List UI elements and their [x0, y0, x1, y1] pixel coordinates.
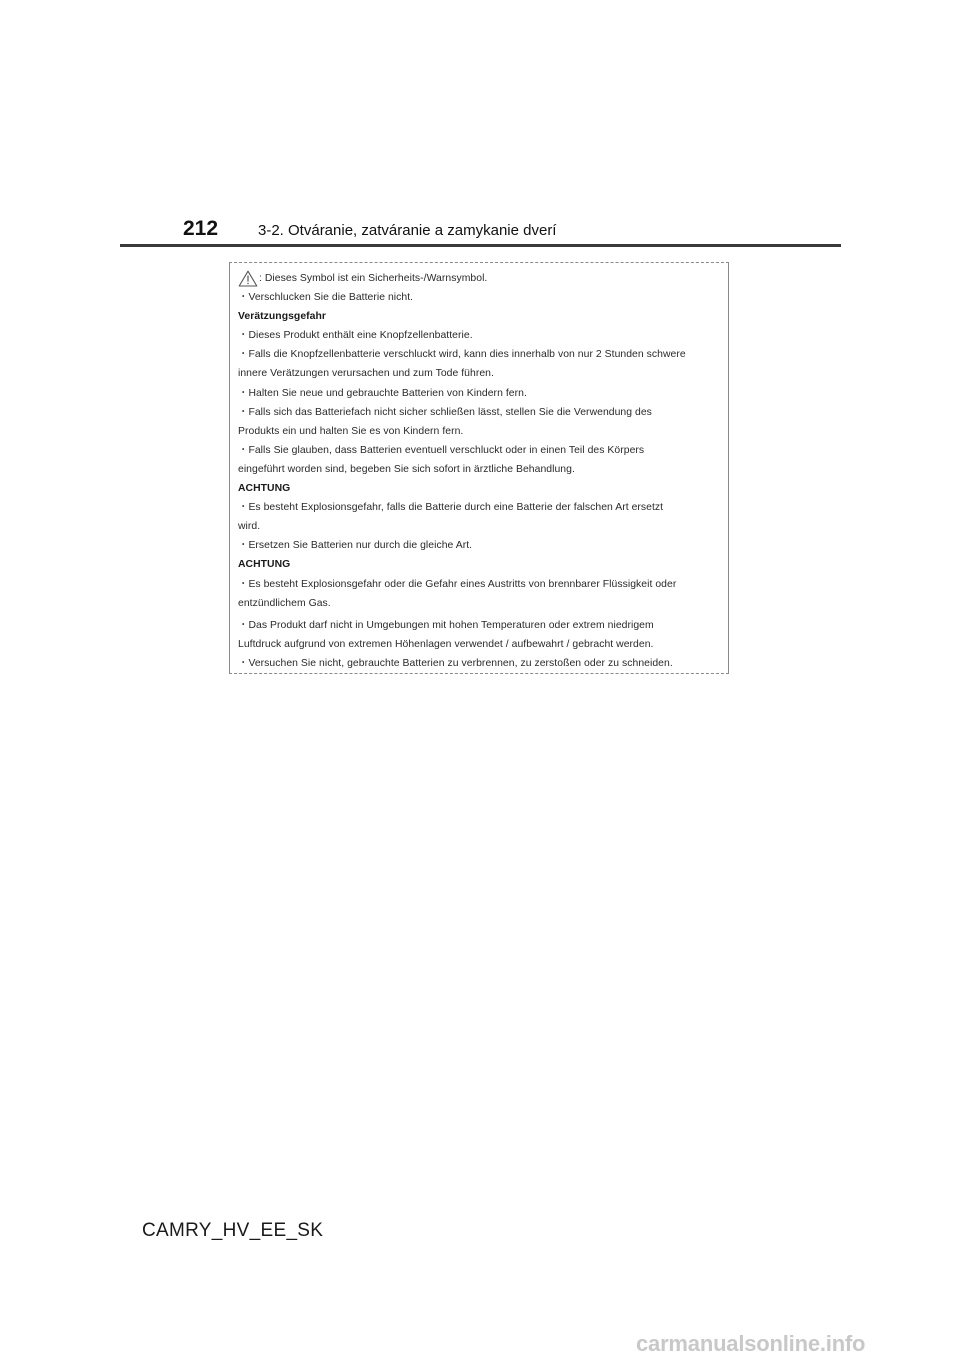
notice-text-line: innere Verätzungen verursachen und zum Tode führen. — [238, 368, 494, 380]
watermark: carmanualsonline.info — [636, 1331, 866, 1356]
notice-text-line: entzündlichem Gas. — [238, 597, 331, 609]
notice-text-line: ・Versuchen Sie nicht, gebrauchte Batterien zu verbrennen, zu zerstoßen oder zu schneiden. — [238, 657, 673, 669]
notice-text-line: ・Das Produkt darf nicht in Umgebungen mit hohen Temperaturen oder extrem niedrigem — [238, 619, 654, 631]
notice-text-line: Luftdruck aufgrund von extremen Höhenlagen verwendet / aufbewahrt / gebracht werden. — [238, 638, 654, 650]
notice-text-line: ・Ersetzen Sie Batterien nur durch die gleiche Art. — [238, 540, 473, 552]
notice-text-line: ・Falls Sie glauben, dass Batterien eventuell verschluckt oder in einen Teil des Körpers — [238, 444, 645, 456]
warning-symbol-text: : Dieses Symbol ist ein Sicherheits-/Warnsymbol. — [259, 273, 488, 284]
warning-triangle-icon — [238, 270, 258, 287]
notice-lines — [238, 288, 728, 673]
notice-heading: Verätzungsgefahr — [238, 311, 326, 323]
notice-text-line: ・Dieses Produkt enthält eine Knopfzellenbatterie. — [238, 330, 473, 342]
notice-text-line: ・Falls sich das Batteriefach nicht sicher schließen lässt, stellen Sie die Verwendung des — [238, 406, 652, 418]
notice-text-line: wird. — [238, 521, 261, 533]
notice-heading: ACHTUNG — [238, 483, 291, 495]
notice-text-line: ・Halten Sie neue und gebrauchte Batterien von Kindern fern. — [238, 387, 527, 399]
notice-text-line: ・Es besteht Explosionsgefahr, falls die Batterie durch eine Batterie der falschen Art ersetzt — [238, 502, 664, 514]
page-number: 212 — [183, 217, 219, 240]
notice-text-line: Produkts ein und halten Sie es von Kindern fern. — [238, 425, 464, 437]
notice-text-line: ・Verschlucken Sie die Batterie nicht. — [238, 292, 414, 304]
battery-warning-notice — [229, 262, 729, 674]
section-title: 3-2. Otváranie, zatváranie a zamykanie dverí — [258, 222, 557, 239]
notice-heading: ACHTUNG — [238, 559, 291, 571]
notice-text-line: ・Es besteht Explosionsgefahr oder die Gefahr eines Austritts von brennbarer Flüssigkeit oder — [238, 578, 677, 590]
warning-symbol-line — [238, 269, 728, 288]
document-id: CAMRY_HV_EE_SK — [142, 1220, 324, 1241]
notice-text-line: eingeführt worden sind, begeben Sie sich sofort in ärztliche Behandlung. — [238, 463, 575, 475]
header-divider — [120, 244, 841, 247]
notice-text-line: ・Falls die Knopfzellenbatterie verschluckt wird, kann dies innerhalb von nur 2 Stunden schwere — [238, 349, 686, 361]
